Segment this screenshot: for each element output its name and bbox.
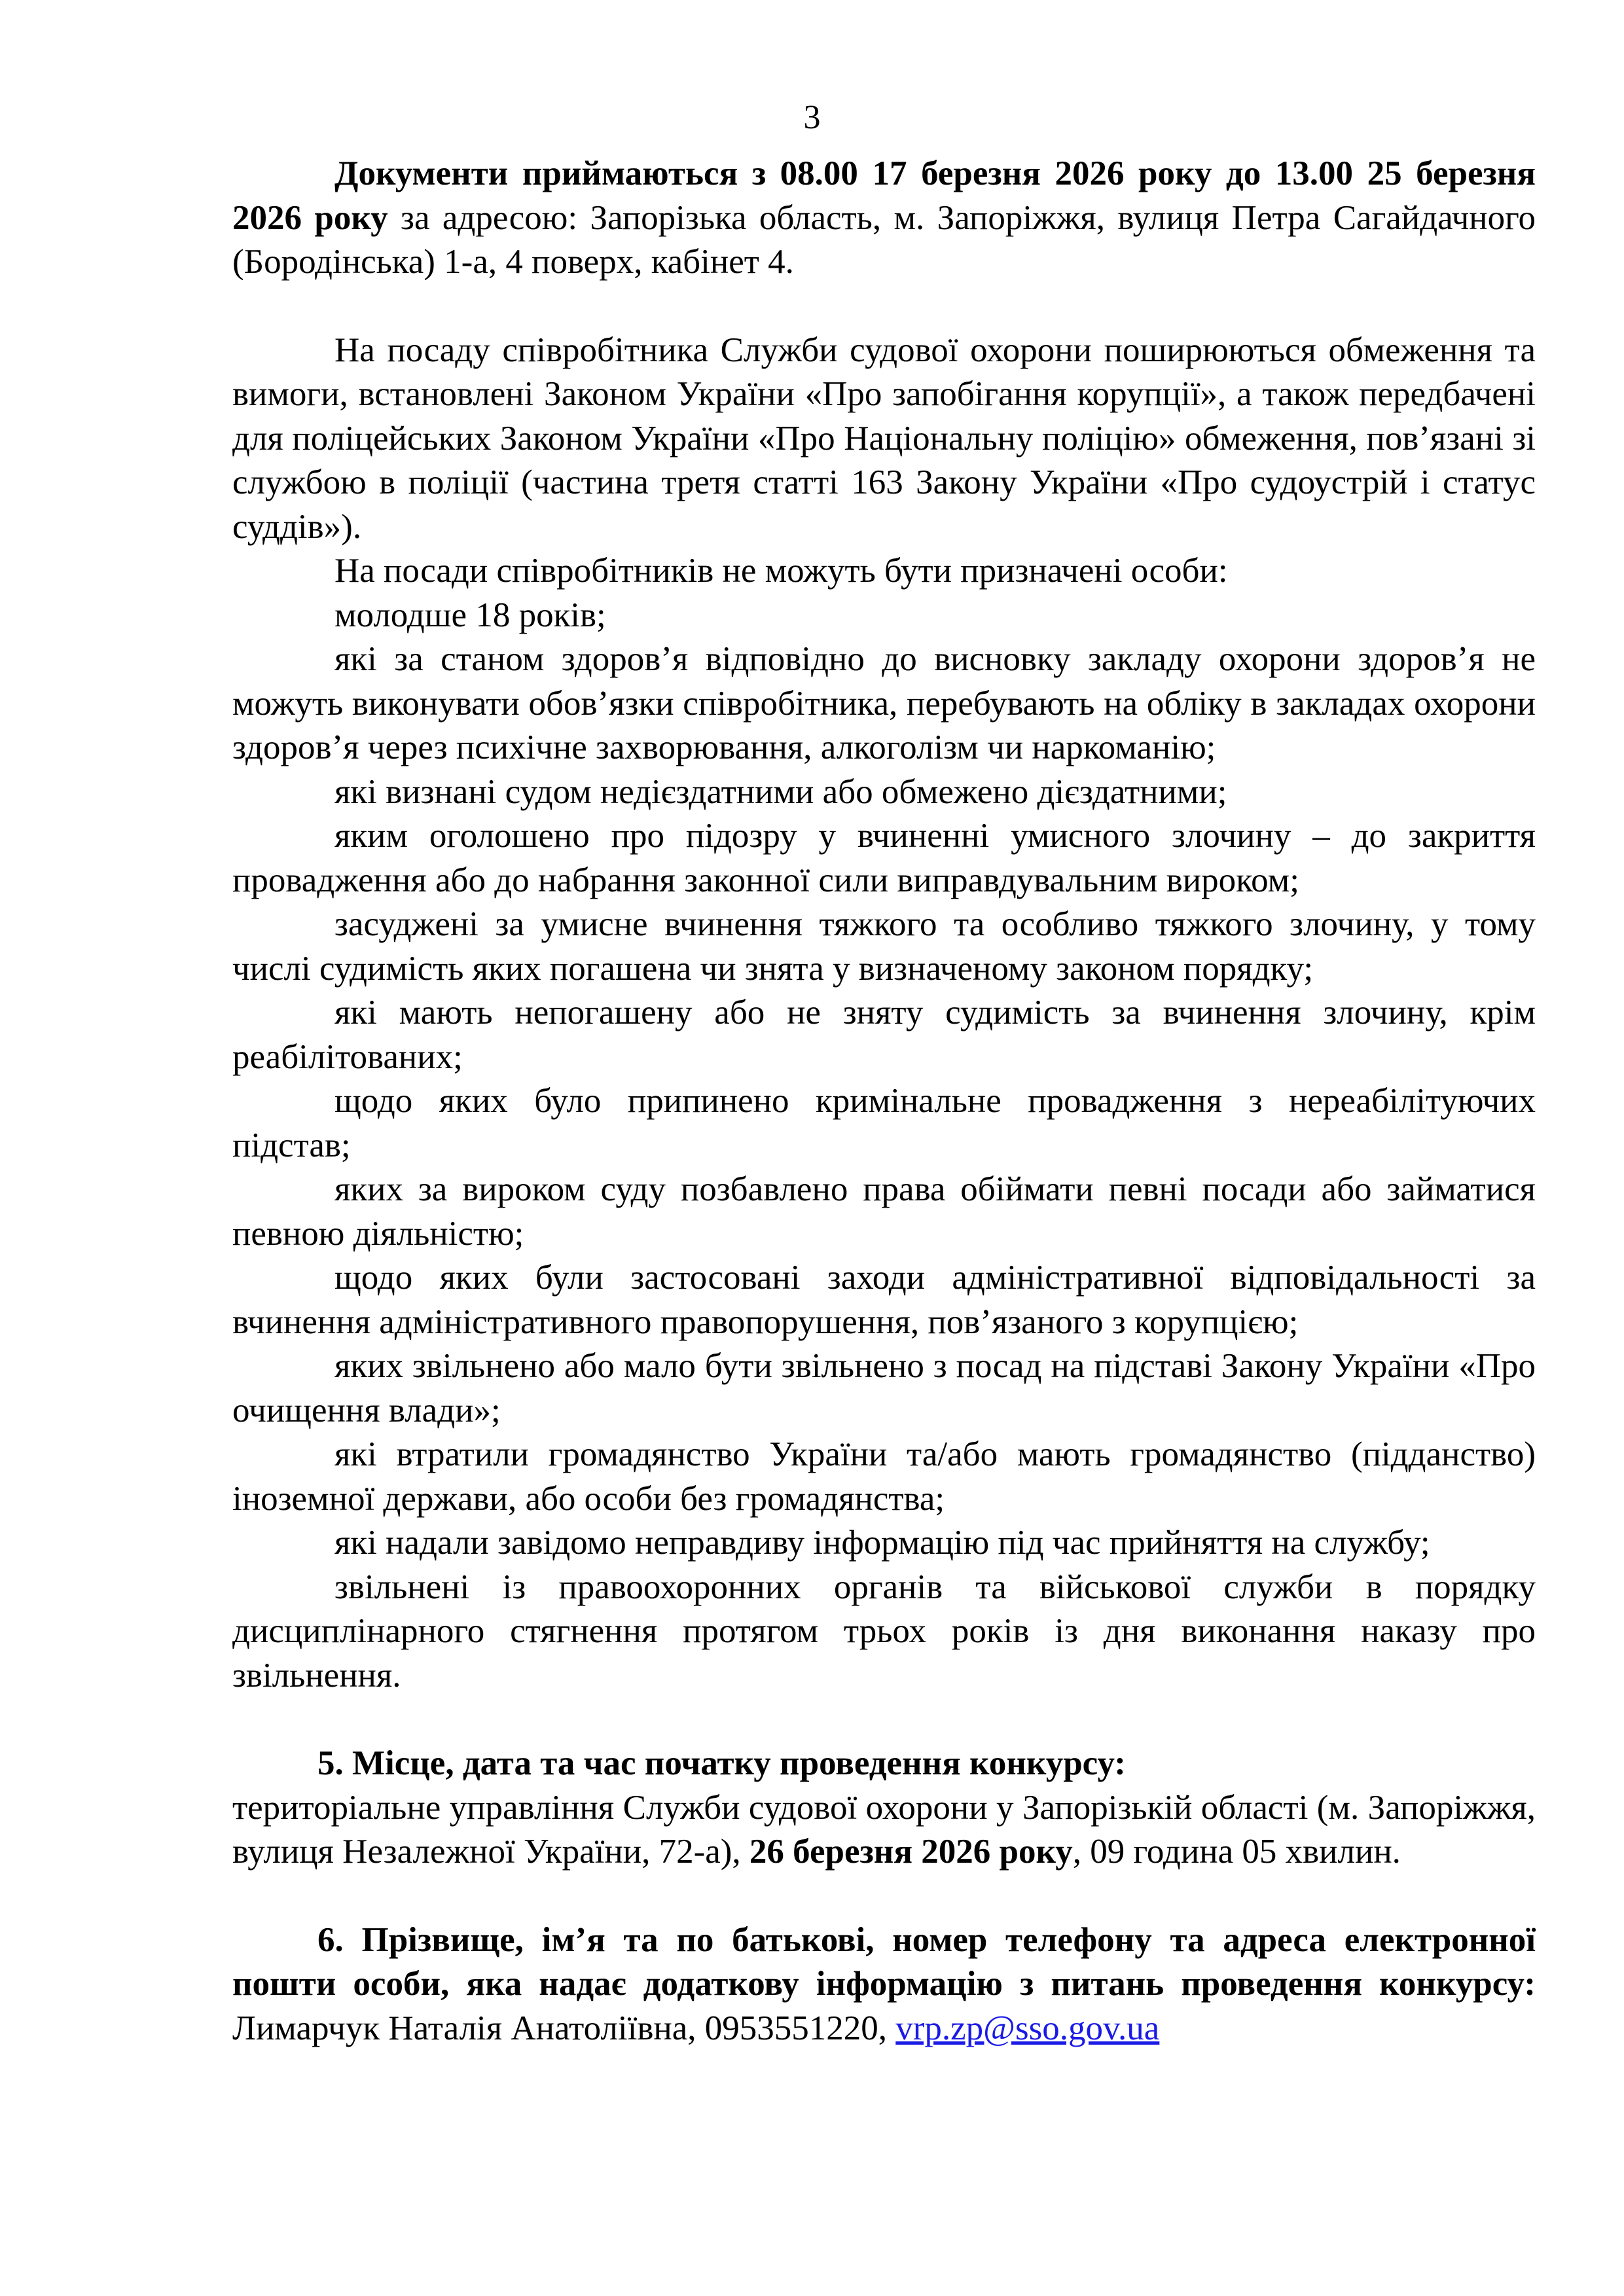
spacer: [232, 1874, 1536, 1918]
section-5-title: 5. Місце, дата та час початку проведення конкурсу:: [317, 1744, 1126, 1782]
section-5-date: 26 березня 2026 року: [749, 1833, 1073, 1871]
list-item: яким оголошено про підозру у вчиненні умисного злочину – до закриття провадження або до набрання законної сили виправдувальним вироком;: [232, 817, 1536, 899]
deadline-paragraph: [232, 152, 1536, 285]
section-5-place: територіальне управління Служби судової охорони у Запорізькій області (м. Запоріжжя, вулиця Незалежної України, 72-а),: [232, 1788, 1536, 1871]
restrictions-intro: На посаду співробітника Служби судової охорони поширюються обмеження та вимоги, встановлені Законом України «Про запобігання корупції», а також передбачені для поліцейських Законом України «Про Національну поліцію» обмеження, пов’язані зі службою в поліції (частина третя статті 163 Закону України «Про судоустрій і статус суддів»).: [232, 331, 1536, 546]
spacer: [232, 1698, 1536, 1742]
list-item: яких за вироком суду позбавлено права обіймати певні посади або займатися певною діяльністю;: [232, 1170, 1536, 1253]
section-6-title: 6. Прізвище, ім’я та по батькові, номер телефону та адреса електронної пошти особи, яка надає додаткову інформацію з питань проведення конкурсу:: [232, 1920, 1536, 2003]
section-5-time: , 09 година 05 хвилин.: [1072, 1833, 1401, 1871]
list-item: засуджені за умисне вчинення тяжкого та особливо тяжкого злочину, у тому числі судимість яких погашена чи знята у визначеному законом порядку;: [232, 905, 1536, 988]
list-item: які надали завідомо неправдиву інформацію під час прийняття на службу;: [334, 1524, 1430, 1562]
spacer: [232, 285, 1536, 329]
list-item: щодо яких було припинено кримінальне провадження з нереабілітуючих підстав;: [232, 1082, 1536, 1164]
page-number: 3: [803, 99, 821, 136]
list-item: яких звільнено або мало бути звільнено з посад на підставі Закону України «Про очищення влади»;: [232, 1347, 1536, 1429]
list-item: які втратили громадянство України та/або мають громадянство (підданство) іноземної держави, або особи без громадянства;: [232, 1435, 1536, 1518]
document-body: [232, 152, 1536, 2051]
list-item: звільнені із правоохоронних органів та військової служби в порядку дисциплінарного стягнення протягом трьох років із дня виконання наказу про звільнення.: [232, 1568, 1536, 1695]
restrictions-lead: На посади співробітників не можуть бути призначені особи:: [334, 552, 1228, 590]
list-item: які мають непогашену або не зняту судимість за вчинення злочину, крім реабілітованих;: [232, 994, 1536, 1076]
list-item: щодо яких були застосовані заходи адміністративної відповідальності за вчинення адміністративного правопорушення, пов’язаного з корупцією;: [232, 1259, 1536, 1341]
list-item: молодше 18 років;: [334, 596, 606, 634]
list-item: які визнані судом недієздатними або обмежено дієздатними;: [334, 772, 1227, 811]
restrictions-list: [232, 594, 1536, 1698]
section-6-contact: Лимарчук Наталія Анатоліївна, 0953551220,: [232, 2009, 896, 2047]
section-5-body: [232, 1786, 1536, 1874]
email-link[interactable]: vrp.zp@sso.gov.ua: [895, 2009, 1160, 2047]
list-item: які за станом здоров’я відповідно до висновку закладу охорони здоров’я не можуть виконувати обов’язки співробітника, перебувають на обліку в закладах охорони здоров’я через психічне захворювання, алкоголізм чи наркоманію;: [232, 640, 1536, 766]
deadline-text: Документи приймаються з 08.00 17 березня 2026 року до 13.00 25 березня 2026 року: [232, 154, 1536, 237]
address-text: за адресою: Запорізька область, м. Запоріжжя, вулиця Петра Сагайдачного (Бородінська) 1-а, 4 поверх, кабінет 4.: [232, 198, 1536, 281]
section-6-body: [232, 1918, 1536, 2051]
